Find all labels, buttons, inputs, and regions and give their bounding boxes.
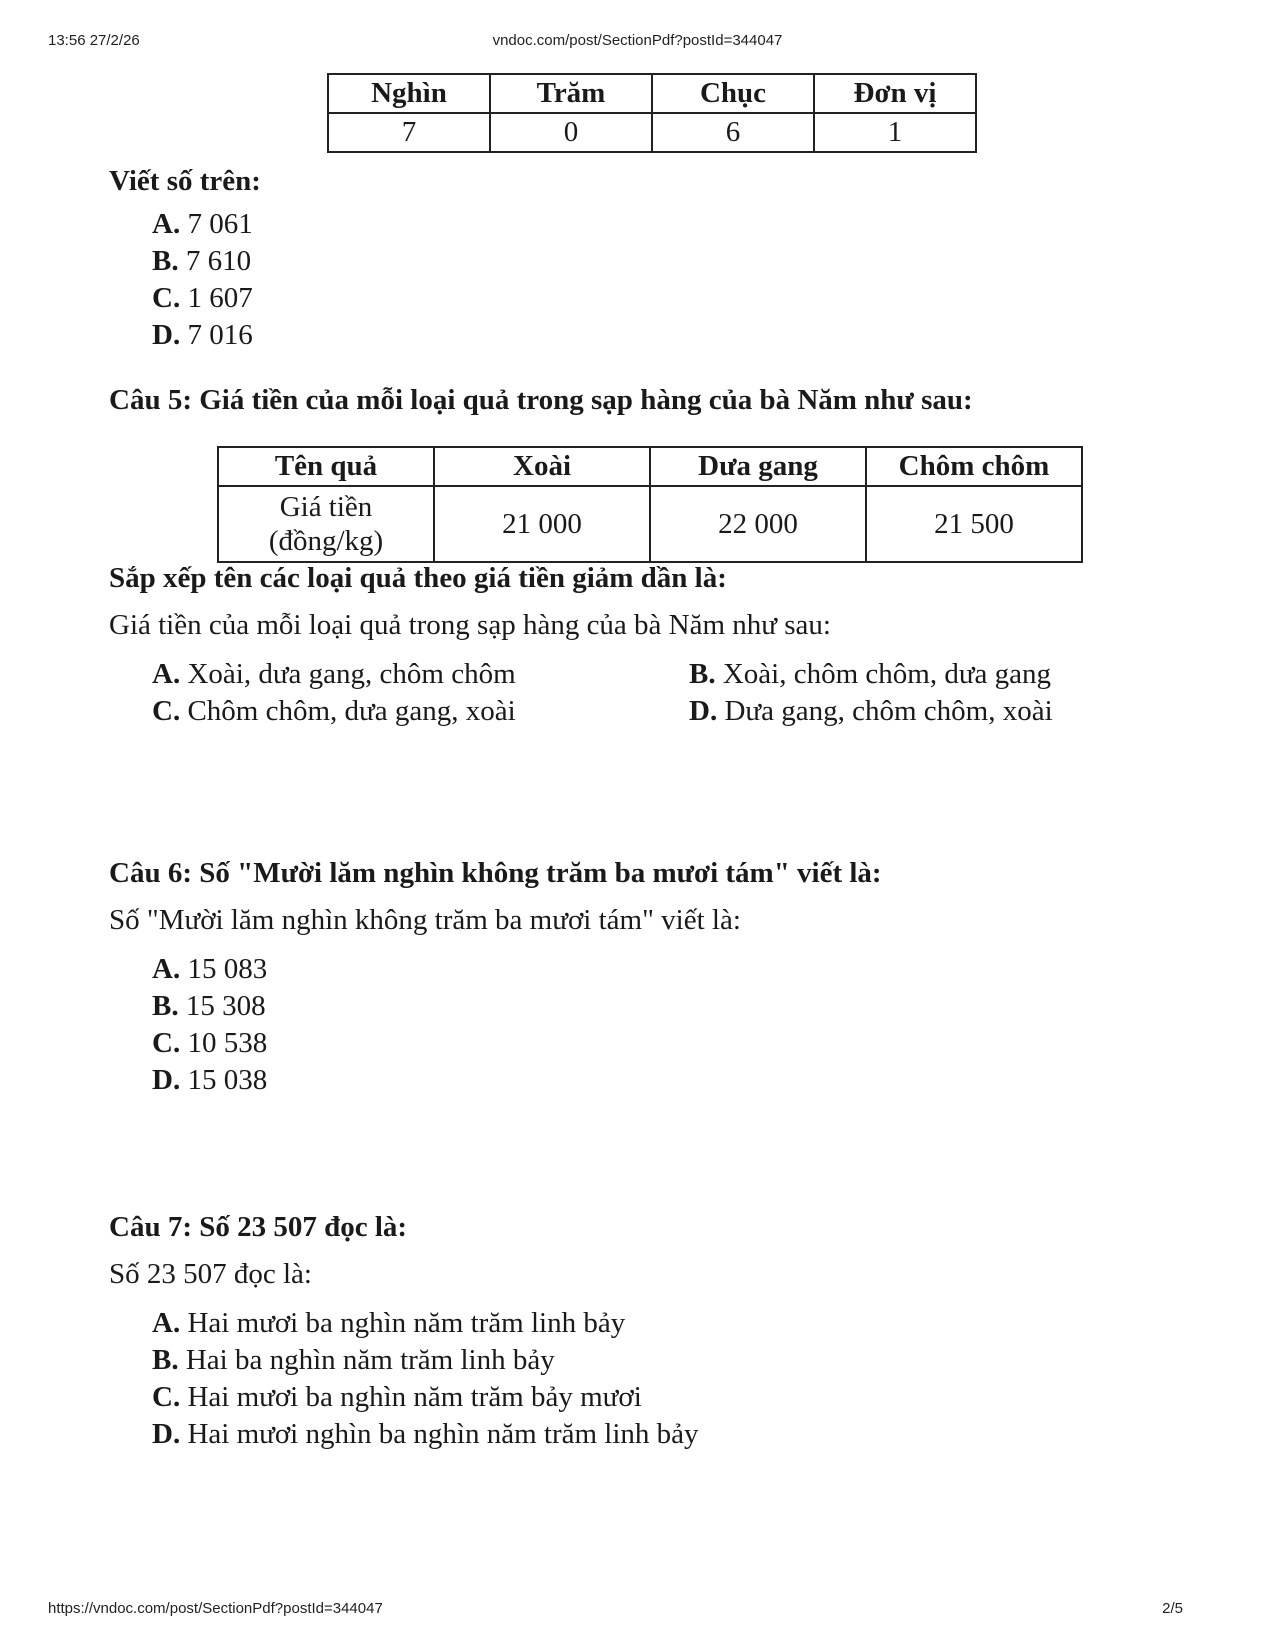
- table-header-cell: Xoài: [434, 447, 650, 486]
- q7-text: Số 23 507 đọc là:: [109, 1258, 312, 1290]
- option-text: 1 607: [187, 282, 253, 314]
- option-letter: A.: [152, 208, 181, 240]
- q4-prompt: Viết số trên:: [109, 165, 261, 197]
- q4-option-c: [152, 282, 253, 315]
- table-header-cell: Trăm: [490, 74, 652, 113]
- print-timestamp: 13:56 27/2/26: [48, 32, 140, 49]
- option-text: 7 610: [185, 245, 252, 277]
- option-letter: D.: [689, 695, 718, 727]
- option-text: Hai mươi nghìn ba nghìn năm trăm linh bảy: [187, 1418, 699, 1450]
- table-header-cell: Dưa gang: [650, 447, 866, 486]
- option-letter: A.: [152, 953, 181, 985]
- option-text: Xoài, dưa gang, chôm chôm: [187, 658, 516, 690]
- table-cell: 7: [328, 113, 490, 152]
- q7-option-b: [152, 1344, 555, 1377]
- option-letter: B.: [689, 658, 716, 690]
- row-label-line: (đồng/kg): [268, 525, 384, 557]
- option-text: Hai mươi ba nghìn năm trăm linh bảy: [187, 1307, 626, 1339]
- q6-option-d: [152, 1064, 267, 1097]
- q7-option-c: [152, 1381, 642, 1414]
- option-letter: D.: [152, 1418, 181, 1450]
- option-letter: D.: [152, 319, 181, 351]
- table-header-cell: Nghìn: [328, 74, 490, 113]
- q4-option-a: [152, 208, 253, 241]
- q7-title: Câu 7: Số 23 507 đọc là:: [109, 1211, 408, 1243]
- q5-option-c: [152, 695, 516, 728]
- q5-option-a: [152, 658, 516, 691]
- table-cell: 1: [814, 113, 976, 152]
- option-letter: B.: [152, 990, 179, 1022]
- option-text: 15 308: [185, 990, 266, 1022]
- option-text: 10 538: [187, 1027, 268, 1059]
- option-text: Chôm chôm, dưa gang, xoài: [187, 695, 516, 727]
- q5-option-b: [689, 658, 1051, 691]
- place-value-table: [327, 73, 977, 153]
- option-letter: B.: [152, 1344, 179, 1376]
- option-letter: C.: [152, 282, 181, 314]
- q7-option-a: [152, 1307, 625, 1340]
- print-page-number: 2/5: [1162, 1600, 1183, 1617]
- fruit-price-table: [217, 446, 1083, 563]
- table-cell: 21 000: [434, 486, 650, 562]
- q4-option-b: [152, 245, 251, 278]
- option-text: Xoài, chôm chôm, dưa gang: [722, 658, 1052, 690]
- option-text: 15 083: [187, 953, 268, 985]
- option-letter: B.: [152, 245, 179, 277]
- table-cell: 21 500: [866, 486, 1082, 562]
- q6-option-c: [152, 1027, 267, 1060]
- option-letter: C.: [152, 695, 181, 727]
- table-header-cell: Tên quả: [218, 447, 434, 486]
- q5-text: Giá tiền của mỗi loại quả trong sạp hàng của bà Năm như sau:: [109, 609, 831, 641]
- option-text: 7 061: [187, 208, 253, 240]
- q7-option-d: [152, 1418, 699, 1451]
- option-text: Hai mươi ba nghìn năm trăm bảy mươi: [187, 1381, 642, 1413]
- q6-option-b: [152, 990, 266, 1023]
- table-cell: 0: [490, 113, 652, 152]
- print-page-title: vndoc.com/post/SectionPdf?postId=344047: [492, 32, 783, 49]
- option-text: Hai ba nghìn năm trăm linh bảy: [185, 1344, 555, 1376]
- table-cell: 22 000: [650, 486, 866, 562]
- option-letter: C.: [152, 1027, 181, 1059]
- table-cell: 6: [652, 113, 814, 152]
- table-header-cell: Đơn vị: [814, 74, 976, 113]
- print-footer-url: https://vndoc.com/post/SectionPdf?postId=344047: [48, 1600, 383, 1617]
- option-letter: A.: [152, 658, 181, 690]
- option-text: 15 038: [187, 1064, 268, 1096]
- q6-text: Số "Mười lăm nghìn không trăm ba mươi tám" viết là:: [109, 904, 741, 936]
- option-letter: A.: [152, 1307, 181, 1339]
- option-text: Dưa gang, chôm chôm, xoài: [724, 695, 1053, 727]
- q4-option-d: [152, 319, 253, 352]
- q5-title: Câu 5: Giá tiền của mỗi loại quả trong sạp hàng của bà Năm như sau:: [109, 384, 973, 416]
- option-letter: C.: [152, 1381, 181, 1413]
- q6-title: Câu 6: Số "Mười lăm nghìn không trăm ba mươi tám" viết là:: [109, 857, 882, 889]
- option-letter: D.: [152, 1064, 181, 1096]
- q6-option-a: [152, 953, 267, 986]
- option-text: 7 016: [187, 319, 253, 351]
- row-label-line: Giá tiền: [279, 491, 373, 523]
- q5-option-d: [689, 695, 1053, 728]
- table-header-cell: Chục: [652, 74, 814, 113]
- table-header-cell: Chôm chôm: [866, 447, 1082, 486]
- table-row-label: [218, 486, 434, 562]
- q5-prompt: Sắp xếp tên các loại quả theo giá tiền giảm dần là:: [109, 562, 727, 594]
